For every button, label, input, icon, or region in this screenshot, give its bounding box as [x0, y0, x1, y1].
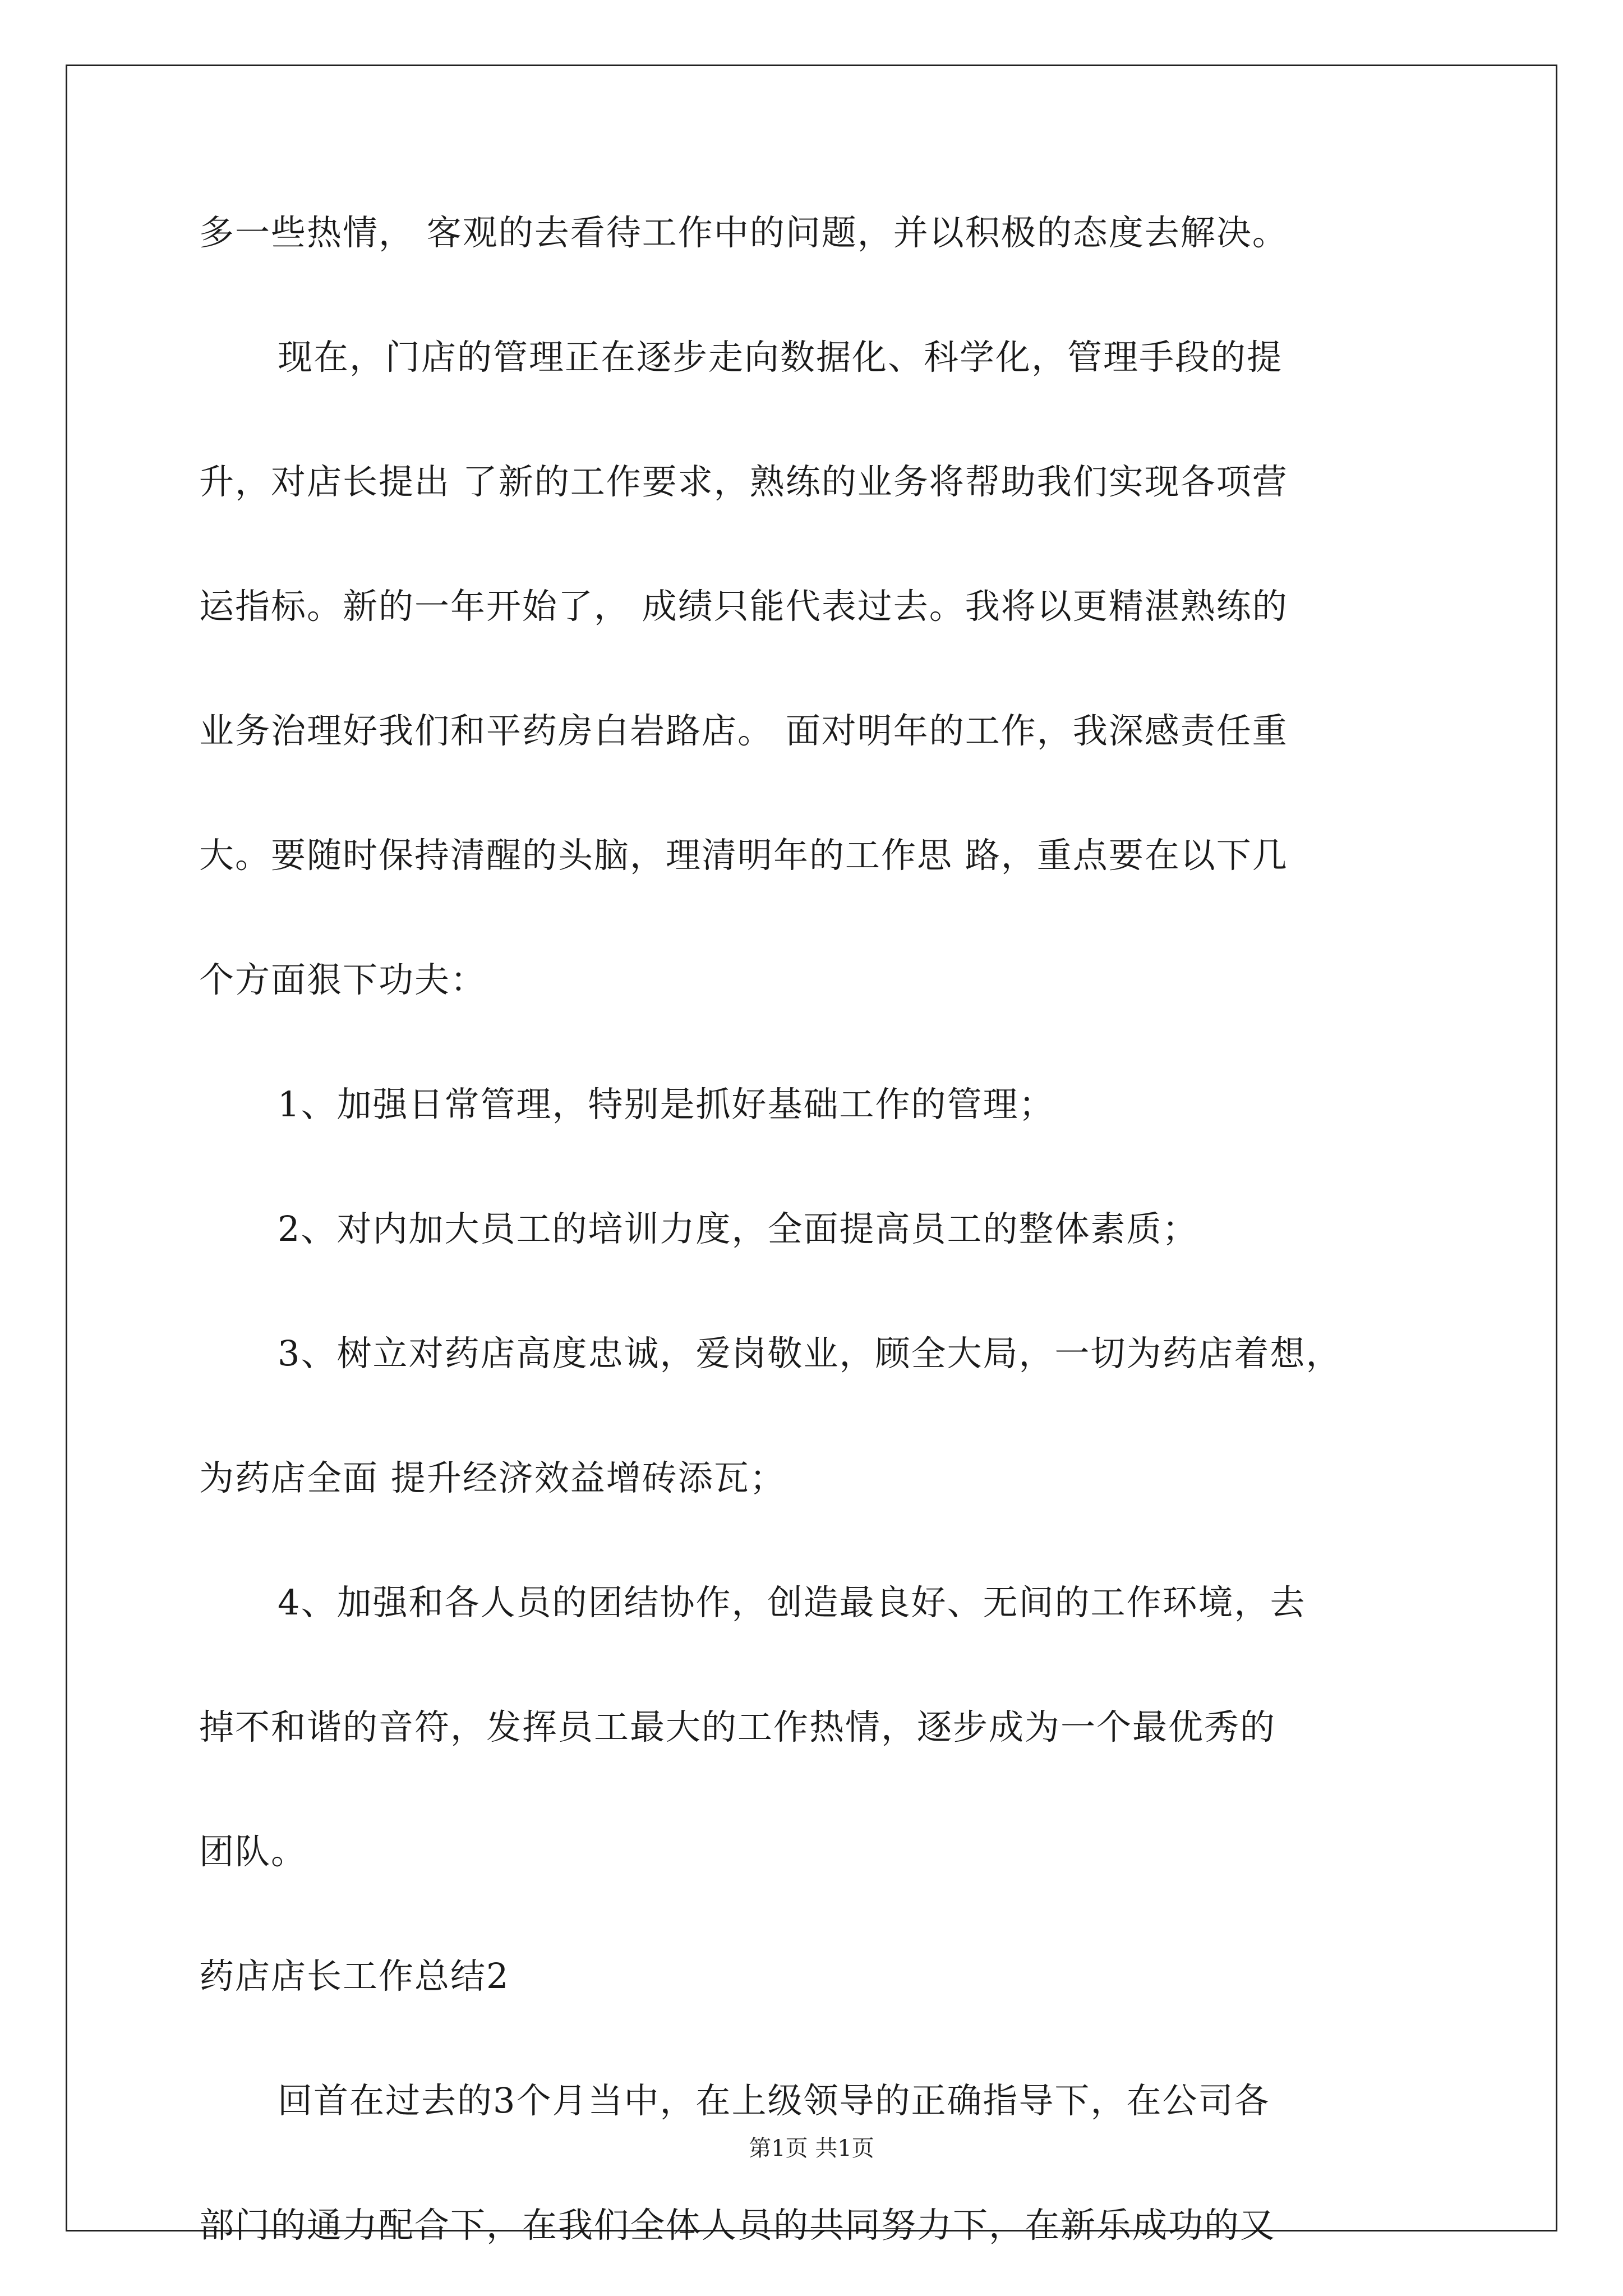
text-line: 个方面狠下功夫：: [199, 959, 487, 1000]
text-line: 回首在过去的3个月当中，在上级领导的正确指导下，在公司各: [278, 2080, 1270, 2121]
page-number-footer: 第1页 共1页: [749, 2136, 874, 2161]
list-item: 2、对内加大员工的培训力度，全面提高员工的整体素质；: [278, 1208, 1198, 1249]
list-item: 1、加强日常管理，特别是抓好基础工作的管理；: [278, 1084, 1055, 1125]
text-line: 大。要随时保持清醒的头脑，理清明年的工作思 路，重点要在以下几: [199, 835, 1288, 876]
list-item: 4、加强和各人员的团结协作，创造最良好、无间的工作环境，去: [278, 1582, 1306, 1623]
text-line: 现在，门店的管理正在逐步走向数据化、科学化，管理手段的提: [278, 337, 1283, 378]
text-line: 为药店全面 提升经济效益增砖添瓦；: [199, 1457, 786, 1498]
text-line: 部门的通力配合下，在我们全体人员的共同努力下，在新乐成功的又: [199, 2205, 1276, 2246]
text-line: 业务治理好我们和平药房白岩路店。 面对明年的工作，我深感责任重: [199, 710, 1288, 751]
text-line: 升，对店长提出 了新的工作要求，熟练的业务将帮助我们实现各项营: [199, 461, 1288, 502]
text-line: 多一些热情， 客观的去看待工作中的问题，并以积极的态度去解决。: [199, 212, 1288, 253]
text-line: 掉不和谐的音符，发挥员工最大的工作热情，逐步成为一个最优秀的: [199, 1706, 1276, 1747]
text-line: 运指标。新的一年开始了， 成绩只能代表过去。我将以更精湛熟练的: [199, 586, 1288, 627]
text-line: 团队。: [199, 1831, 307, 1872]
section-heading: 药店店长工作总结2: [199, 1955, 510, 1996]
list-item: 3、树立对药店高度忠诚，爱岗敬业，顾全大局，一切为药店着想，: [278, 1333, 1342, 1374]
